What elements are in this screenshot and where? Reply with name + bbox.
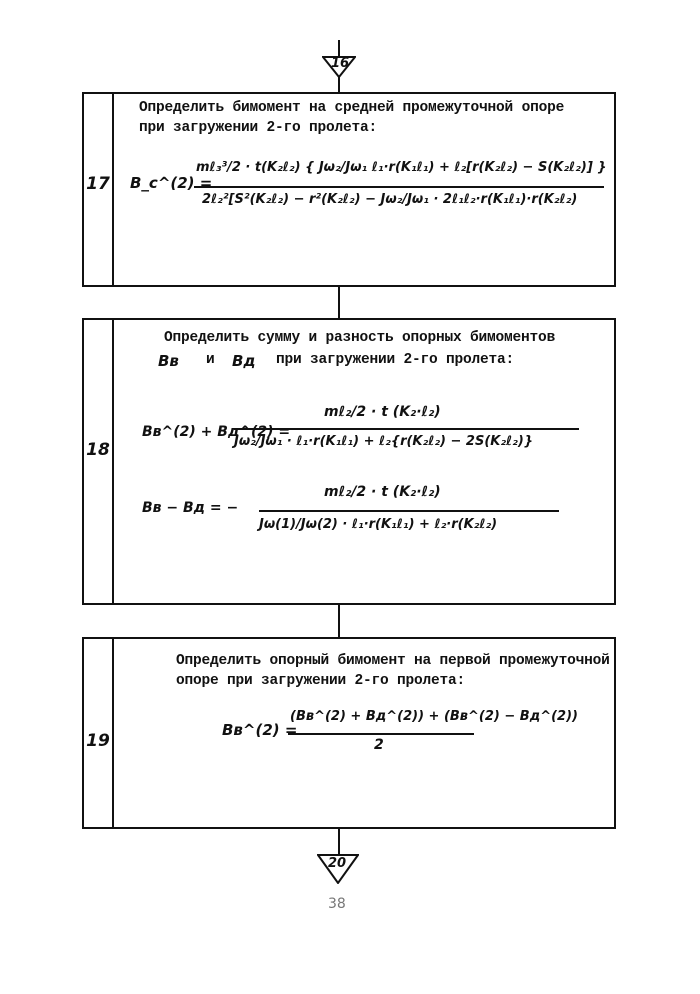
page-number: 38 xyxy=(328,896,346,912)
top-connector-label: 16 xyxy=(331,56,350,71)
step-17-formula-denominator: 2ℓ₂²[S²(K₂ℓ₂) − r²(K₂ℓ₂) − Jω₂/Jω₁ · 2ℓ₁ℓ₂·r(K₁ℓ₁)·r(K₂ℓ₂) xyxy=(202,192,578,207)
step-18-number-column xyxy=(84,320,114,603)
step-18-formula1-denominator: Jω₂/Jω₁ · ℓ₁·r(K₁ℓ₁) + ℓ₂{r(K₂ℓ₂) − 2S(K₂ℓ₂)} xyxy=(234,434,534,449)
step-17-fraction-bar xyxy=(194,186,604,188)
step-17-text-line-1: Определить бимомент на средней промежуточной опоре xyxy=(139,100,565,116)
link-18-19 xyxy=(338,605,340,638)
step-17-formula-numerator: mℓ₃³/2 · t(K₂ℓ₂) { Jω₂/Jω₁ ℓ₁·r(K₁ℓ₁) + ℓ₂[r(K₂ℓ₂) − S(K₂ℓ₂)] } xyxy=(196,160,607,175)
top-connector-link xyxy=(338,77,340,93)
step-18-text-line-2: при загружении 2-го пролета: xyxy=(276,352,515,368)
step-17-block xyxy=(82,92,616,287)
step-18-symbol-bv: Bв xyxy=(158,352,179,370)
step-17-text-line-2: при загружении 2-го пролета: xyxy=(139,120,378,136)
step-17-number: 17 xyxy=(86,174,110,194)
step-17-formula-lhs: B_c^(2) = xyxy=(130,174,213,192)
step-19-formula-denominator: 2 xyxy=(374,737,384,753)
bottom-connector-label: 20 xyxy=(328,856,347,871)
step-18-formula2-fraction-bar xyxy=(259,510,559,512)
step-19-fraction-bar xyxy=(288,733,474,735)
step-18-formula2-denominator: Jω(1)/Jω(2) · ℓ₁·r(K₁ℓ₁) + ℓ₂·r(K₂ℓ₂) xyxy=(259,517,498,532)
bottom-connector-link xyxy=(338,829,340,855)
step-19-formula-numerator: (Bв^(2) + Bд^(2)) + (Bв^(2) − Bд^(2)) xyxy=(290,709,578,724)
step-18-number: 18 xyxy=(86,440,110,460)
step-19-text-line-1: Определить опорный бимомент на первой промежуточной xyxy=(176,653,610,669)
link-17-18 xyxy=(338,287,340,319)
step-18-block xyxy=(82,318,616,605)
step-18-text-line-1: Определить сумму и разность опорных бимоментов xyxy=(164,330,556,346)
step-18-symbol-bd: Bд xyxy=(232,352,256,370)
step-18-formula1-fraction-bar xyxy=(234,428,579,430)
step-19-text-line-2: опоре при загружении 2-го пролета: xyxy=(176,673,466,689)
step-19-number: 19 xyxy=(86,731,110,751)
step-18-formula2-numerator: mℓ₂/2 · t (K₂·ℓ₂) xyxy=(324,484,441,500)
step-18-symbol-and: и xyxy=(206,352,215,368)
step-19-block xyxy=(82,637,616,829)
step-18-formula1-lhs: Bв^(2) + Bд^(2) = xyxy=(142,424,291,440)
top-connector-line xyxy=(338,40,340,57)
step-18-formula2-lhs: Bв − Bд = − xyxy=(142,500,239,516)
step-18-formula1-numerator: mℓ₂/2 · t (K₂·ℓ₂) xyxy=(324,404,441,420)
step-19-formula-lhs: Bв^(2) = xyxy=(222,721,298,739)
